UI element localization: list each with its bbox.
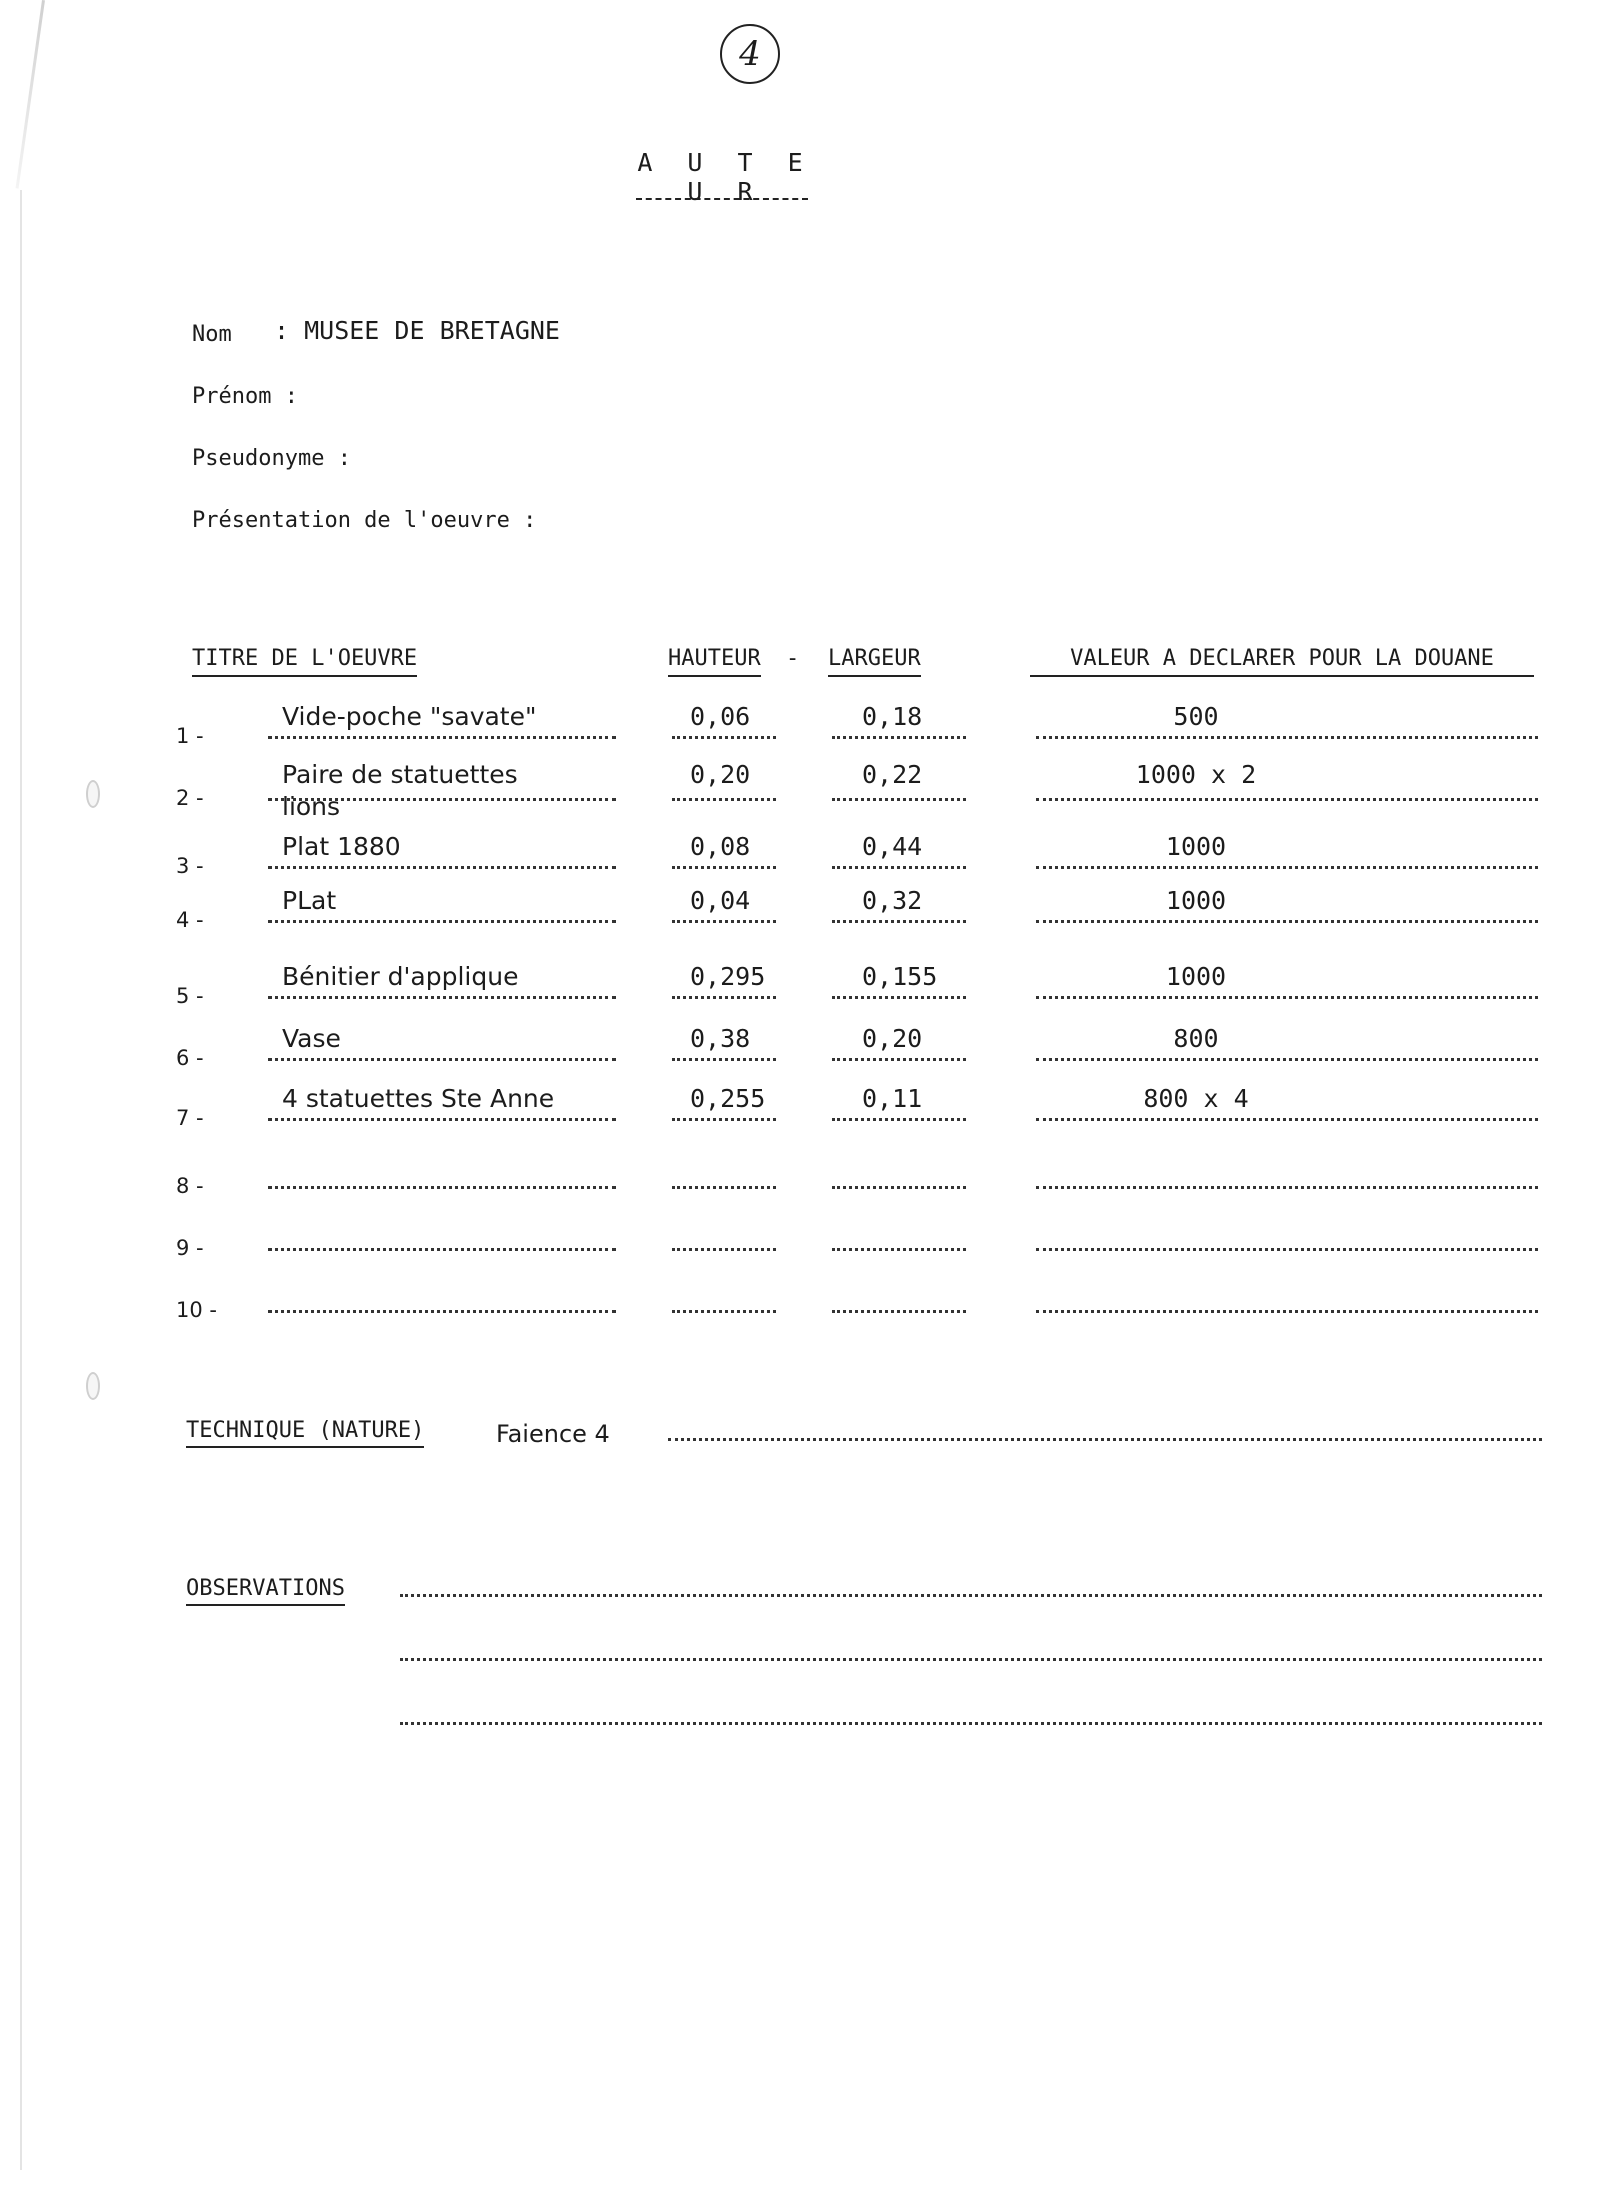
- title-dotted-line: [268, 866, 616, 869]
- hauteur-dotted-line: [672, 1186, 776, 1189]
- valeur-dotted-line: [1036, 996, 1538, 999]
- oeuvre-title: Vase: [282, 1024, 341, 1053]
- valeur-dotted-line: [1036, 736, 1538, 739]
- technique-value: Faience 4: [496, 1420, 610, 1448]
- largeur-value: 0,18: [862, 702, 923, 731]
- valeur-value: 500: [1173, 702, 1219, 731]
- row-number: 3 -: [176, 854, 204, 878]
- nom-label: Nom: [192, 322, 232, 347]
- row-number: 6 -: [176, 1046, 204, 1070]
- oeuvre-title: Paire de statuettes: [282, 760, 518, 789]
- technique-label: TECHNIQUE (NATURE): [186, 1418, 424, 1448]
- largeur-value: 0,155: [862, 962, 938, 991]
- column-header-title: TITRE DE L'OEUVRE: [192, 646, 417, 677]
- valeur-value: 1000 x 2: [1135, 760, 1257, 789]
- hauteur-value: 0,255: [690, 1084, 766, 1113]
- hauteur-dotted-line: [672, 920, 776, 923]
- row-number: 1 -: [176, 724, 204, 748]
- oeuvre-title: 4 statuettes Ste Anne: [282, 1084, 555, 1113]
- title-dotted-line: [268, 1118, 616, 1121]
- largeur-value: 0,22: [862, 760, 923, 789]
- largeur-value: 0,44: [862, 832, 923, 861]
- oeuvre-title: Plat 1880: [282, 832, 401, 861]
- valeur-dotted-line: [1036, 1248, 1538, 1251]
- valeur-dotted-line: [1036, 866, 1538, 869]
- oeuvre-title: Bénitier d'applique: [282, 962, 519, 991]
- table-row: [0, 1150, 1600, 1210]
- table-row: [0, 762, 1600, 822]
- valeur-value: 800 x 4: [1143, 1084, 1249, 1113]
- paper-edge-top: [16, 0, 45, 189]
- largeur-value: 0,20: [862, 1024, 923, 1053]
- title-dotted-line: [268, 1186, 616, 1189]
- table-row: [0, 1082, 1600, 1142]
- hauteur-dotted-line: [672, 1248, 776, 1251]
- heading-underline: [636, 198, 808, 200]
- page-heading: A U T E U R: [637, 148, 813, 206]
- punch-hole: [86, 1372, 100, 1400]
- column-header-largeur: LARGEUR: [828, 646, 921, 677]
- title-dotted-line: [268, 1310, 616, 1313]
- hauteur-value: 0,295: [690, 962, 766, 991]
- technique-dotted-line: [668, 1438, 1542, 1441]
- hauteur-dotted-line: [672, 798, 776, 801]
- hauteur-dotted-line: [672, 996, 776, 999]
- valeur-dotted-line: [1036, 1310, 1538, 1313]
- hauteur-value: 0,38: [690, 1024, 751, 1053]
- hauteur-dotted-line: [672, 866, 776, 869]
- column-header-valeur: VALEUR A DECLARER POUR LA DOUANE: [1030, 646, 1534, 677]
- observations-line: [400, 1658, 1542, 1661]
- largeur-value: 0,32: [862, 886, 923, 915]
- hauteur-value: 0,08: [690, 832, 751, 861]
- oeuvre-title: Vide-poche "savate": [282, 702, 537, 731]
- column-header-dash: -: [786, 646, 800, 671]
- valeur-dotted-line: [1036, 1118, 1538, 1121]
- valeur-dotted-line: [1036, 920, 1538, 923]
- hauteur-value: 0,04: [690, 886, 751, 915]
- valeur-value: 1000: [1165, 832, 1227, 861]
- table-row: [0, 830, 1600, 890]
- oeuvre-title-continued: lions: [282, 792, 341, 821]
- presentation-label: Présentation de l'oeuvre :: [192, 508, 537, 533]
- hauteur-dotted-line: [672, 1118, 776, 1121]
- table-row: [0, 1274, 1600, 1334]
- valeur-dotted-line: [1036, 1186, 1538, 1189]
- valeur-value: 1000: [1165, 962, 1227, 991]
- largeur-dotted-line: [832, 798, 966, 801]
- title-dotted-line: [268, 1058, 616, 1061]
- prenom-label: Prénom :: [192, 384, 298, 409]
- largeur-dotted-line: [832, 1248, 966, 1251]
- largeur-dotted-line: [832, 996, 966, 999]
- title-dotted-line: [268, 996, 616, 999]
- hauteur-dotted-line: [672, 1310, 776, 1313]
- hauteur-value: 0,06: [690, 702, 751, 731]
- row-number: 4 -: [176, 908, 204, 932]
- valeur-dotted-line: [1036, 798, 1538, 801]
- hauteur-dotted-line: [672, 736, 776, 739]
- row-number: 5 -: [176, 984, 204, 1008]
- table-row: [0, 1212, 1600, 1272]
- observations-line: [400, 1594, 1542, 1597]
- largeur-dotted-line: [832, 1058, 966, 1061]
- largeur-dotted-line: [832, 736, 966, 739]
- largeur-dotted-line: [832, 866, 966, 869]
- largeur-dotted-line: [832, 920, 966, 923]
- largeur-dotted-line: [832, 1118, 966, 1121]
- largeur-dotted-line: [832, 1310, 966, 1313]
- row-number: 2 -: [176, 786, 204, 810]
- valeur-value: 800: [1173, 1024, 1219, 1053]
- page-number: 4: [720, 24, 780, 84]
- row-number: 8 -: [176, 1174, 204, 1198]
- hauteur-dotted-line: [672, 1058, 776, 1061]
- row-number: 7 -: [176, 1106, 204, 1130]
- hauteur-value: 0,20: [690, 760, 751, 789]
- largeur-dotted-line: [832, 1186, 966, 1189]
- largeur-value: 0,11: [862, 1084, 923, 1113]
- title-dotted-line: [268, 920, 616, 923]
- valeur-value: 1000: [1165, 886, 1227, 915]
- oeuvre-title: PLat: [282, 886, 337, 915]
- table-row: [0, 884, 1600, 944]
- row-number: 9 -: [176, 1236, 204, 1260]
- row-number: 10 -: [176, 1298, 217, 1322]
- observations-label: OBSERVATIONS: [186, 1576, 345, 1606]
- title-dotted-line: [268, 736, 616, 739]
- observations-line: [400, 1722, 1542, 1725]
- column-header-hauteur: HAUTEUR: [668, 646, 761, 677]
- title-dotted-line: [268, 1248, 616, 1251]
- valeur-dotted-line: [1036, 1058, 1538, 1061]
- table-row: [0, 1022, 1600, 1082]
- table-row: [0, 960, 1600, 1020]
- table-row: [0, 700, 1600, 760]
- nom-value: : MUSEE DE BRETAGNE: [274, 316, 560, 345]
- pseudonyme-label: Pseudonyme :: [192, 446, 351, 471]
